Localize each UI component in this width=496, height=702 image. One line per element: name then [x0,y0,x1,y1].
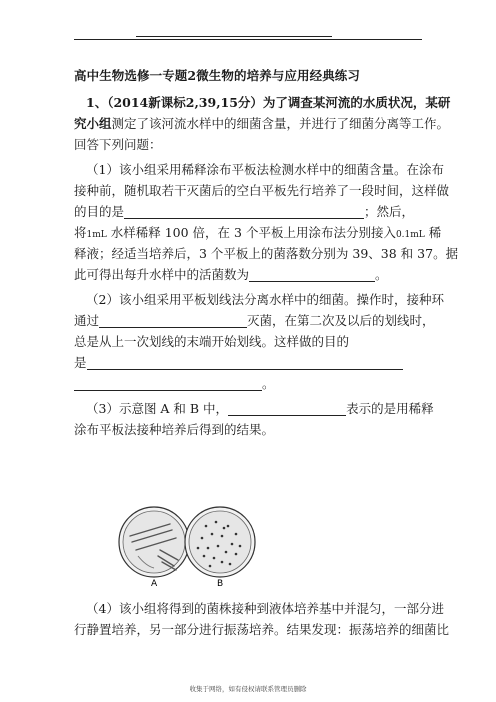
part1-line4-b: 水样稀释 100 倍，在 3 个平板上用涂布法分别接入 [106,225,396,240]
answer-blank-1[interactable] [124,204,364,219]
figure-label-a: A [151,579,158,588]
part4-line2: 行静置培养，另一部分进行振荡培养。结果发现：振荡培养的细菌比 [74,622,450,637]
question-1-part4 [74,598,450,640]
part1-line5: 释液；经适当培养后，3 个平板上的菌落数分别为 39、38 和 37。据 [74,246,459,261]
part1-line1: （1）该小组采用稀释涂布平板法检测水样中的细菌含量。在涂布 [86,162,444,177]
part1-line2: 接种前，随机取若干灭菌后的空白平板先行培养了一段时间，这样做 [74,183,450,198]
part4-line1: （4）该小组将得到的菌株接种到液体培养基中并混匀，一部分进 [86,601,444,616]
part1-line6-text: 此可得出每升水样中的活菌数为 [74,267,250,282]
petri-dish-a [119,507,189,577]
part3-line1-a: （3）示意图 A 和 B 中， [86,401,229,416]
part2-line1: （2）该小组采用平板划线法分离水样中的细菌。操作时，接种环 [86,292,444,307]
part1-line4-c: 稀 [424,225,442,240]
part3-line2: 涂布平板法接种培养后得到的结果。 [74,422,275,437]
part2-line4-a: 是 [74,355,87,370]
petri-dish-figure [118,506,258,588]
answer-blank-2[interactable] [249,267,375,282]
question-source-cont: 究小组 [74,116,112,131]
header-underline [136,36,332,37]
part1-line3-text: 的目的是 [74,204,125,219]
part2-line2-a: 通过 [74,313,100,328]
part2-line3: 总是从上一次划线的末端开始划线。这样做的目的 [74,334,350,349]
question-number: 1、 [86,95,108,110]
part2-line5-end: 。 [262,376,275,391]
part2-line2-b: 灭菌，在第二次及以后的划线时， [247,313,435,328]
question-1 [74,92,459,440]
part3-line1-b: 表示的是用稀释 [346,401,434,416]
answer-blank-3[interactable] [99,313,247,328]
header-rule [74,39,422,40]
page-footer: 收集于网络，如有侵权请联系管理员删除 [189,685,307,693]
answer-blank-5[interactable] [228,401,346,416]
unit-1ml: 1mL [86,230,107,240]
answer-blank-4[interactable] [87,355,403,370]
part1-line4-a: 将 [74,225,87,240]
question-stem: 测定了该河流水样中的细菌含量，并进行了细菌分离等工作。 [111,116,450,131]
question-prompt: 回答下列问题： [74,137,162,152]
document-title: 高中生物选修一专题2微生物的培养与应用经典练习 [74,68,360,83]
question-source: （2014新课标2,39,15分）为了调查某河流的水质状况，某研 [107,95,451,110]
part1-line6-end: 。 [375,267,388,282]
answer-blank-4-cont[interactable] [74,376,262,391]
unit-01ml: 0.1mL [395,230,425,240]
part1-line3-end: ；然后， [364,204,415,219]
petri-dish-b [185,507,255,577]
figure-label-b: B [217,579,224,588]
